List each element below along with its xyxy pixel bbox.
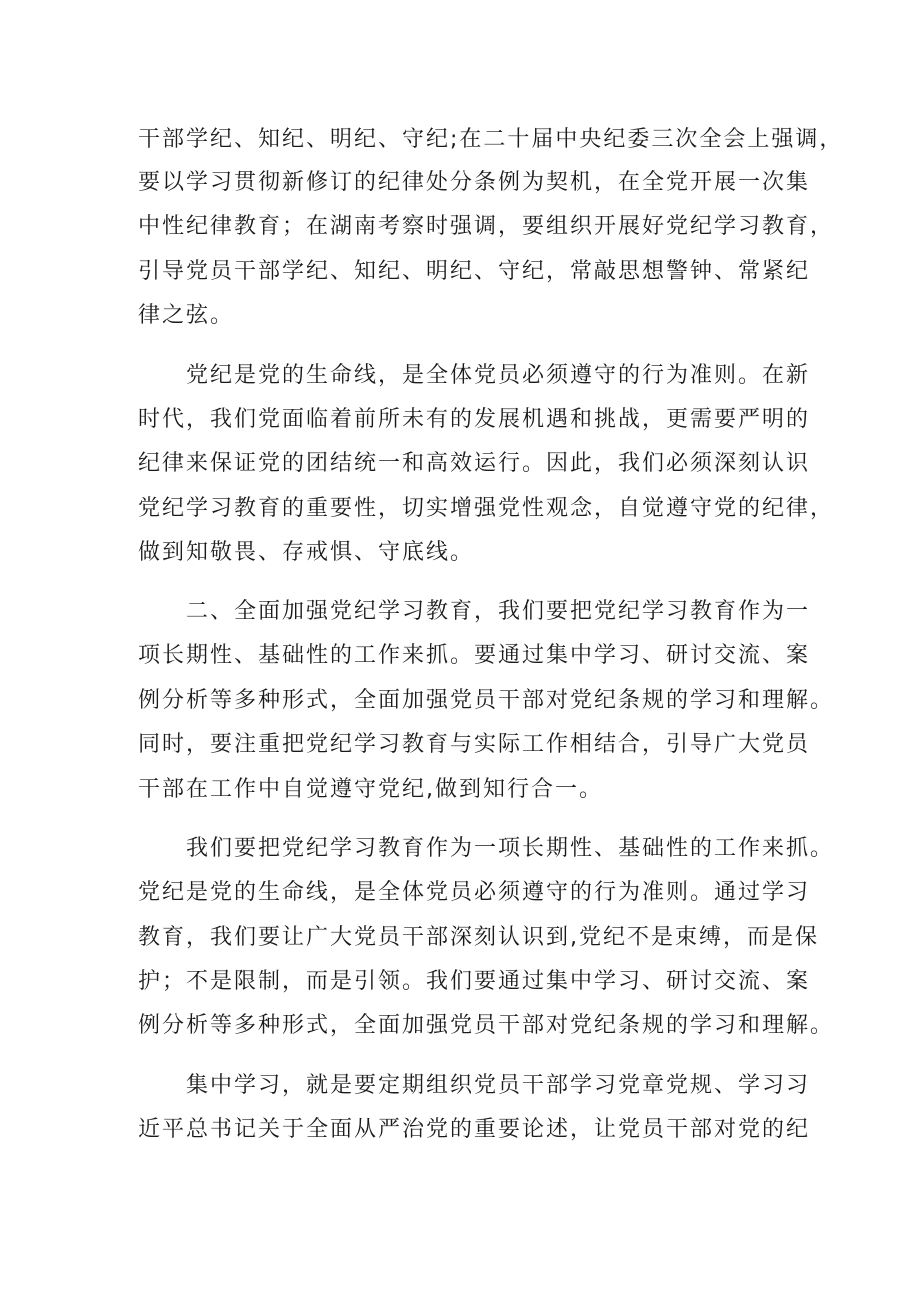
text-line: 同时，要注重把党纪学习教育与实际工作相结合，引导广大党员 <box>138 732 811 757</box>
text-line: 我们要把党纪学习教育作为一项长期性、基础性的工作来抓。 <box>186 836 835 861</box>
text-line: 二、全面加强党纪学习教育，我们要把党纪学习教育作为一 <box>186 599 811 624</box>
text-line: 护；不是限制，而是引领。我们要通过集中学习、研讨交流、案 <box>138 969 811 994</box>
text-line: 教育，我们要让广大党员干部深刻认识到,党纪不是束缚，而是保 <box>138 925 819 950</box>
text-line: 党纪学习教育的重要性，切实增强党性观念，自觉遵守党的纪律， <box>138 496 835 521</box>
text-line: 纪律来保证党的团结统一和高效运行。因此，我们必须深刻认识 <box>138 451 811 476</box>
text-line: 做到知敬畏、存戒惧、守底线。 <box>138 540 475 565</box>
text-line: 党纪是党的生命线，是全体党员必须遵守的行为准则。在新 <box>186 363 811 388</box>
text-line: 中性纪律教育；在湖南考察时强调，要组织开展好党纪学习教育， <box>138 214 835 239</box>
text-line: 干部学纪、知纪、明纪、守纪;在二十届中央纪委三次全会上强调， <box>138 127 844 152</box>
text-line: 要以学习贯彻新修订的纪律处分条例为契机，在全党开展一次集 <box>138 170 811 195</box>
text-line: 集中学习，就是要定期组织党员干部学习党章党规、学习习 <box>186 1073 811 1098</box>
text-line: 例分析等多种形式，全面加强党员干部对党纪条规的学习和理解。 <box>138 1013 835 1038</box>
text-line: 例分析等多种形式，全面加强党员干部对党纪条规的学习和理解。 <box>138 688 835 713</box>
text-line: 时代，我们党面临着前所未有的发展机遇和挑战，更需要严明的 <box>138 407 811 432</box>
text-line: 干部在工作中自觉遵守党纪,做到知行合一。 <box>138 777 603 802</box>
text-line: 党纪是党的生命线，是全体党员必须遵守的行为准则。通过学习 <box>138 880 811 905</box>
text-line: 引导党员干部学纪、知纪、明纪、守纪，常敲思想警钟、常紧纪 <box>138 259 811 284</box>
text-line: 律之弦。 <box>138 303 235 328</box>
text-line: 项长期性、基础性的工作来抓。要通过集中学习、研讨交流、案 <box>138 643 811 668</box>
text-line: 近平总书记关于全面从严治党的重要论述，让党员干部对党的纪 <box>138 1117 811 1142</box>
